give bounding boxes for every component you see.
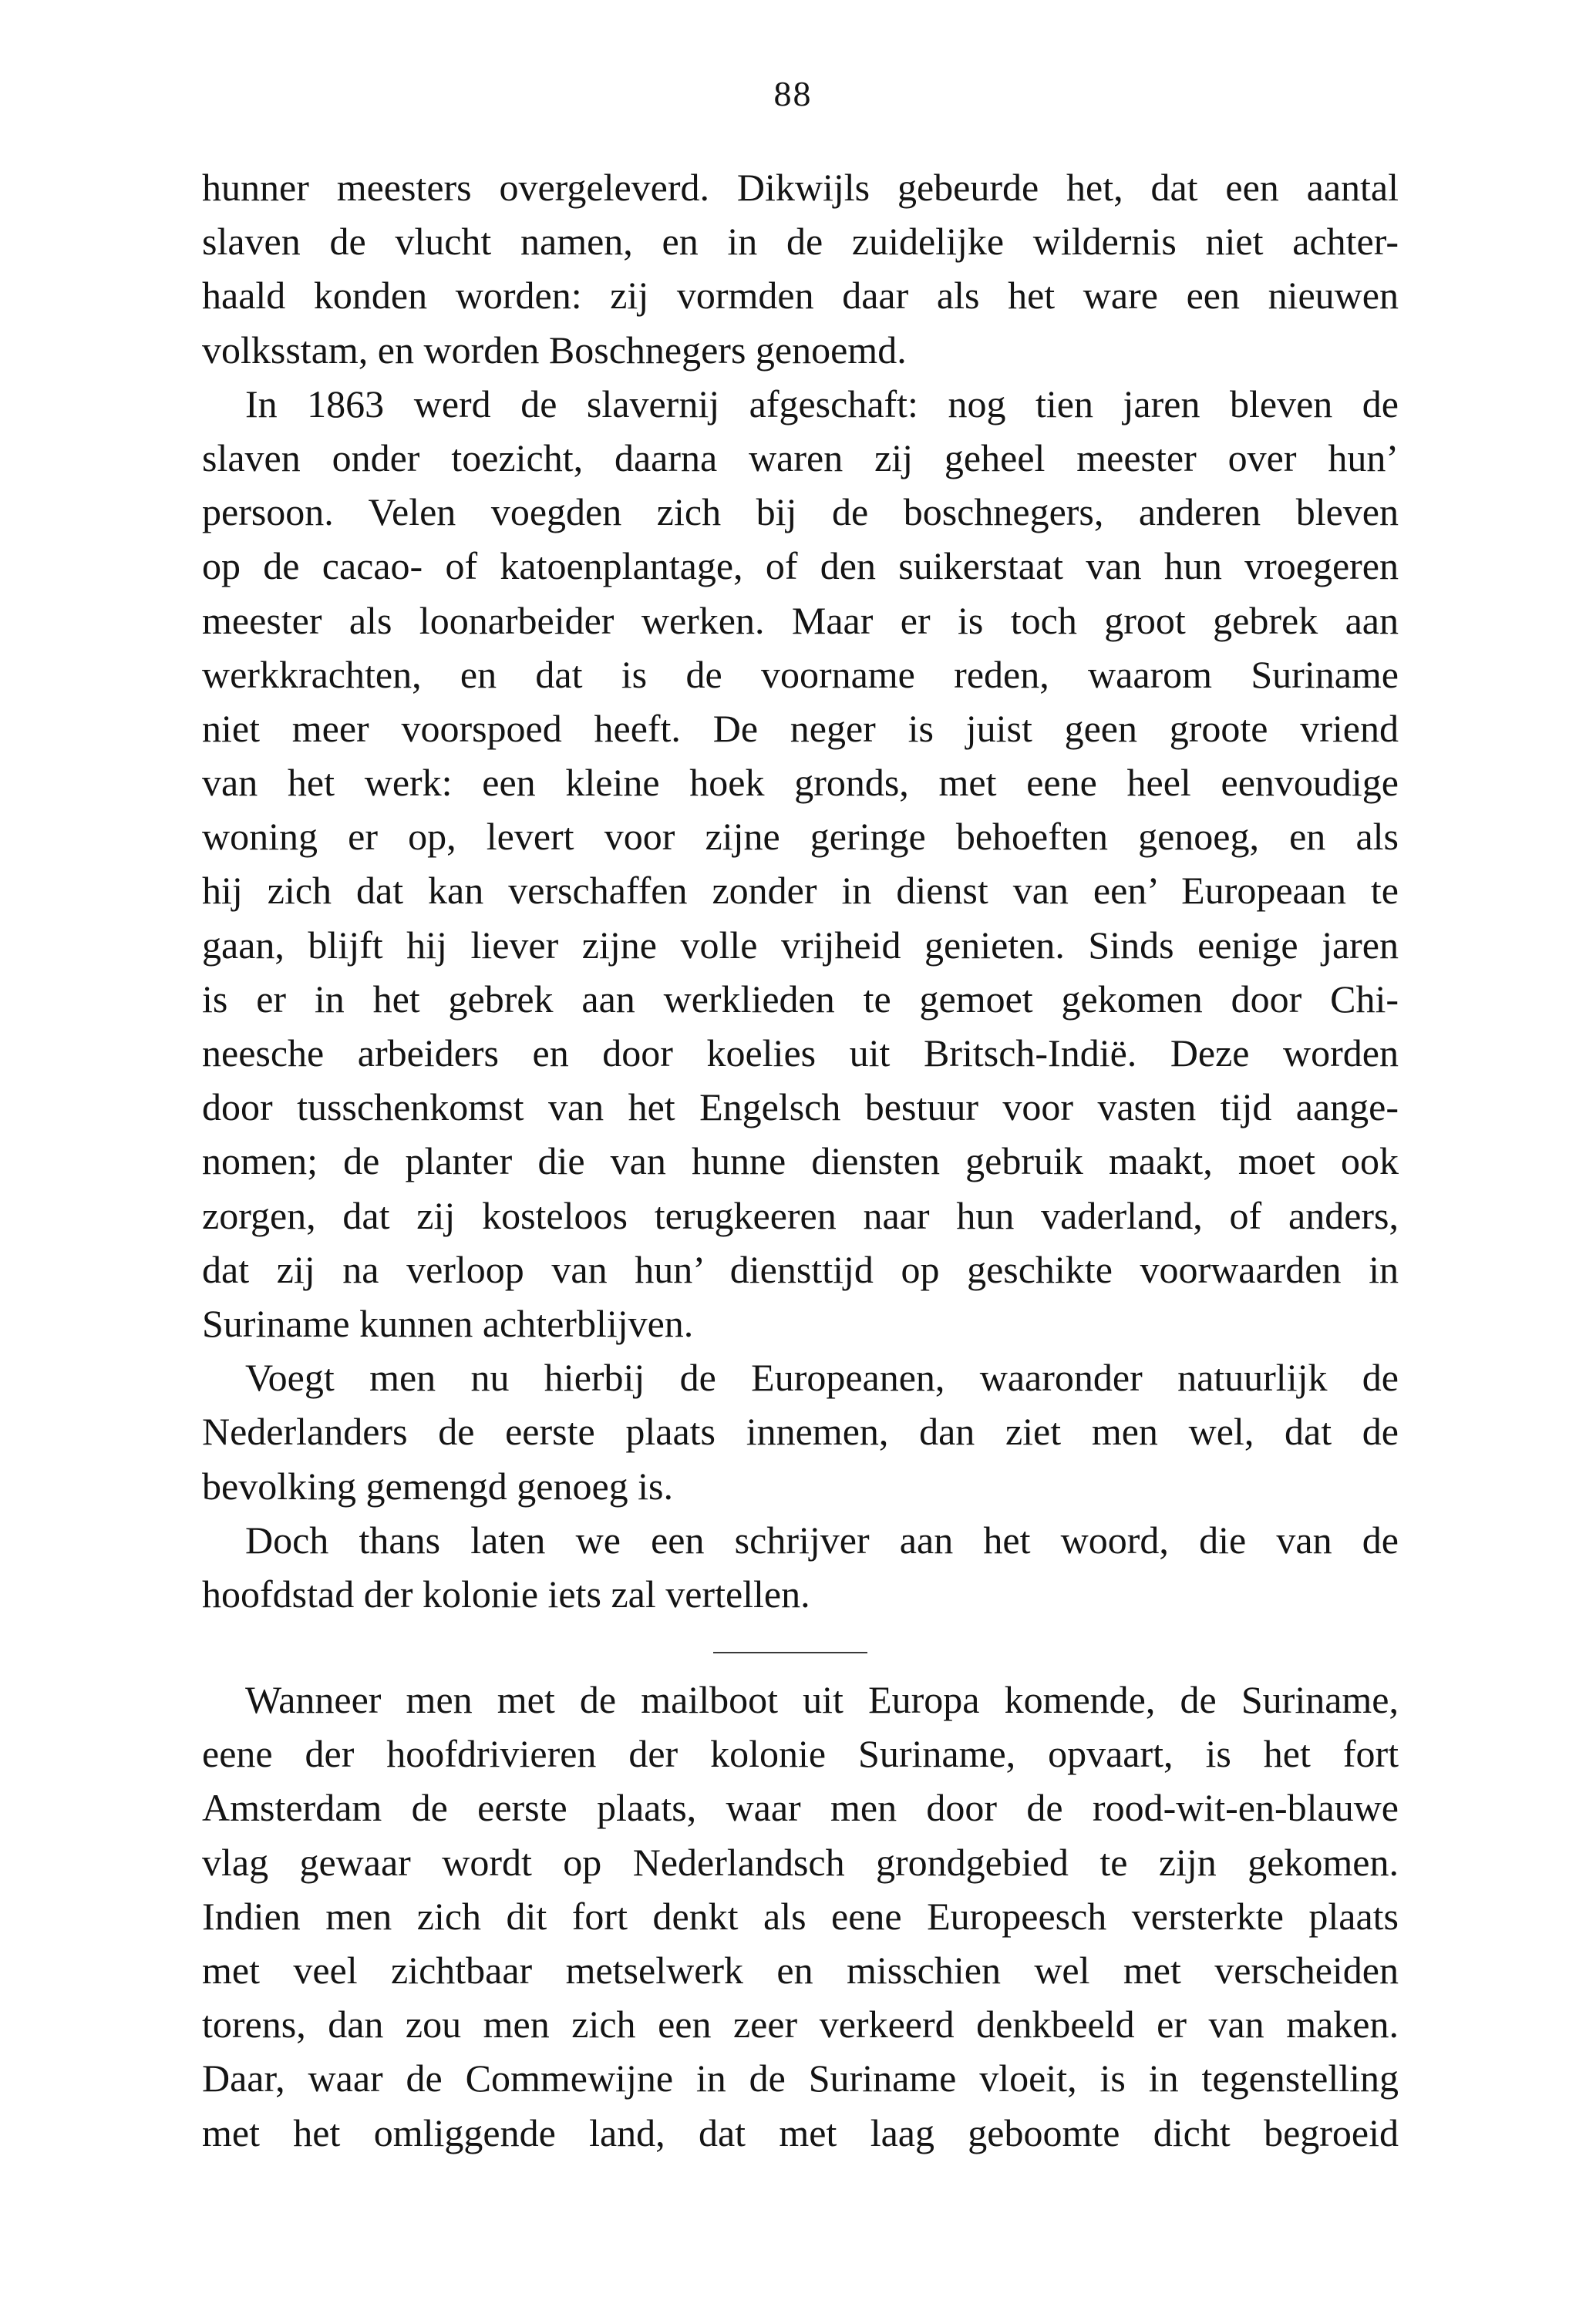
text-line: volksstam, en worden Boschnegers genoemd. <box>202 328 907 372</box>
text-line: woning er op, levert voor zijne geringe behoeften genoeg, en als <box>202 815 1399 859</box>
text-line: hoofdstad der kolonie iets zal vertellen. <box>202 1572 810 1616</box>
text-line: met het omliggende land, dat met laag geboomte dicht begroeid <box>202 2110 1399 2154</box>
text-line: Wanneer men met de mailboot uit Europa komende, de Suriname, <box>245 1678 1399 1721</box>
text-line: torens, dan zou men zich een zeer verkeerd denkbeeld er van maken. <box>202 2003 1399 2047</box>
text-line: neesche arbeiders en door koelies uit Britsch-Indië. Deze worden <box>202 1031 1399 1075</box>
text-line: haald konden worden: zij vormden daar als het ware een nieuwen <box>202 274 1399 318</box>
text-line: Amsterdam de eerste plaats, waar men door de rood-wit-en-blauwe <box>202 1786 1399 1830</box>
text-line: Voegt men nu hierbij de Europeanen, waaronder natuurlijk de <box>245 1356 1399 1400</box>
text-line: gaan, blijft hij liever zijne volle vrijheid genieten. Sinds eenige jaren <box>202 923 1399 967</box>
text-line: van het werk: een kleine hoek gronds, met eene heel eenvoudige <box>202 761 1399 805</box>
text-line: hunner meesters overgeleverd. Dikwijls gebeurde het, dat een aantal <box>202 166 1399 209</box>
text-line: persoon. Velen voegden zich bij de boschnegers, anderen bleven <box>202 490 1399 534</box>
text-line: met veel zichtbaar metselwerk en misschien wel met verscheiden <box>202 1948 1399 1992</box>
text-line: Suriname kunnen achterblijven. <box>202 1301 694 1345</box>
text-line: meester als loonarbeider werken. Maar er is toch groot gebrek aan <box>202 598 1399 642</box>
text-line: slaven de vlucht namen, en in de zuidelijke wildernis niet achter- <box>202 220 1399 264</box>
section-separator <box>713 1652 867 1653</box>
text-line: In 1863 werd de slavernij afgeschaft: nog tien jaren bleven de <box>245 382 1399 425</box>
text-line: door tusschenkomst van het Engelsch bestuur voor vasten tijd aange- <box>202 1085 1399 1129</box>
text-line: hij zich dat kan verschaffen zonder in dienst van een’ Europeaan te <box>202 869 1399 913</box>
text-section-2 <box>202 1673 1399 2160</box>
text-line: eene der hoofdrivieren der kolonie Suriname, opvaart, is het fort <box>202 1732 1399 1776</box>
text-line: dat zij na verloop van hun’ diensttijd op geschikte voorwaarden in <box>202 1247 1399 1291</box>
text-line: zorgen, dat zij kosteloos terugkeeren naar hun vaderland, of anders, <box>202 1193 1399 1237</box>
text-line: niet meer voorspoed heeft. De neger is juist geen groote vriend <box>202 706 1399 750</box>
text-line: werkkrachten, en dat is de voorname reden, waarom Suriname <box>202 652 1399 696</box>
page-number: 88 <box>773 74 813 113</box>
text-line: bevolking gemengd genoeg is. <box>202 1464 673 1508</box>
text-line: Doch thans laten we een schrijver aan het woord, die van de <box>245 1518 1399 1562</box>
text-line: op de cacao- of katoenplantage, of den suikerstaat van hun vroegeren <box>202 544 1399 588</box>
text-line: Indien men zich dit fort denkt als eene Europeesch versterkte plaats <box>202 1894 1399 1938</box>
text-line: vlag gewaar wordt op Nederlandsch grondgebied te zijn gekomen. <box>202 1840 1399 1884</box>
text-line: nomen; de planter die van hunne diensten gebruik maakt, moet ook <box>202 1139 1399 1183</box>
text-line: is er in het gebrek aan werklieden te gemoet gekomen door Chi- <box>202 977 1399 1021</box>
text-line: Daar, waar de Commewijne in de Suriname vloeit, is in tegenstelling <box>202 2057 1399 2100</box>
text-section-1 <box>202 160 1399 1621</box>
text-line: Nederlanders de eerste plaats innemen, dan ziet men wel, dat de <box>202 1410 1399 1454</box>
text-line: slaven onder toezicht, daarna waren zij geheel meester over hun’ <box>202 436 1399 479</box>
